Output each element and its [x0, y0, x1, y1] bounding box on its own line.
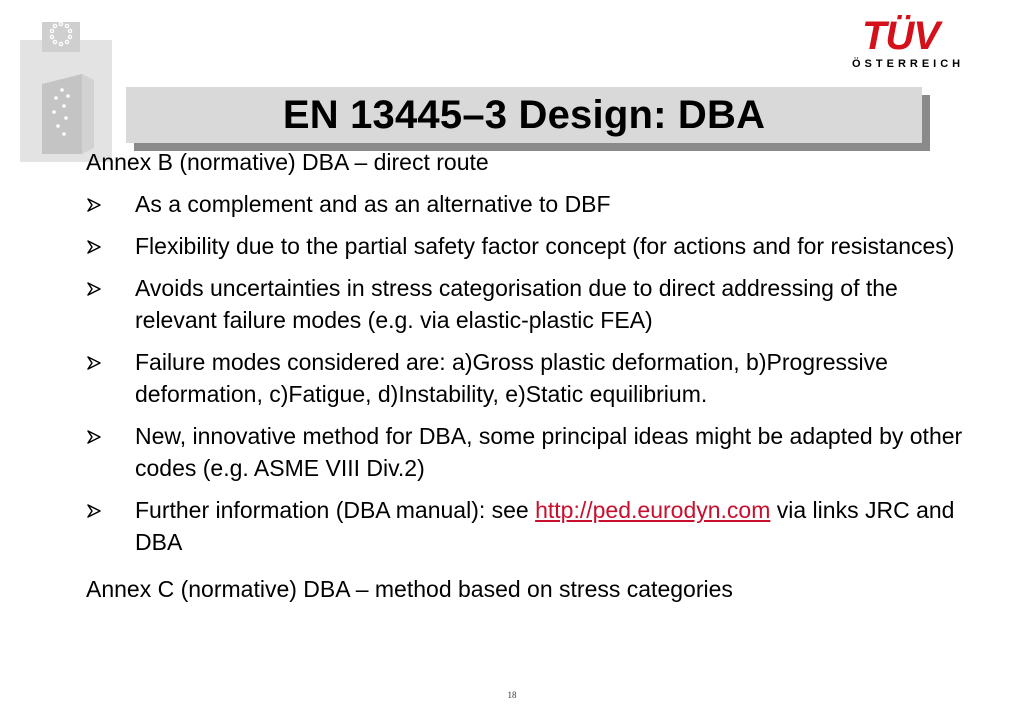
bullet-text: As a complement and as an alternative to DBF: [135, 191, 611, 217]
bullet-text: Avoids uncertainties in stress categorisation due to direct addressing of the relevant failure modes (e.g. via elastic-plastic FEA): [135, 275, 898, 333]
bullet-item: [86, 230, 966, 262]
bullet-list: [86, 188, 966, 558]
title-banner: [126, 87, 922, 143]
intro-line: Annex B (normative) DBA – direct route: [86, 149, 489, 175]
tuv-subtitle: ÖSTERREICH: [852, 58, 965, 70]
bullet-text-after-link: via links JRC and DBA: [135, 497, 955, 555]
slide-body: [86, 146, 966, 605]
slide-title: EN 13445–3 Design: DBA: [282, 92, 766, 137]
tuv-brand: TÜV: [862, 14, 939, 58]
bullet-item: [86, 346, 966, 410]
tuv-logo: [846, 12, 966, 74]
page-number: 18: [507, 690, 517, 700]
bullet-text: New, innovative method for DBA, some principal ideas might be adapted by other codes (e.g. ASME VIII Div.2): [135, 423, 963, 481]
bullet-item: [86, 494, 966, 558]
arrow-bullet-icon: [86, 281, 102, 297]
arrow-bullet-icon: [86, 503, 102, 519]
eurodyn-link[interactable]: http://ped.eurodyn.com: [535, 497, 771, 523]
arrow-bullet-icon: [86, 355, 102, 371]
bullet-text: Failure modes considered are: a)Gross plastic deformation, b)Progressive deformation, c)Fatigue, d)Instability, e)Static equilibrium.: [135, 349, 888, 407]
bullet-item: [86, 420, 966, 484]
arrow-bullet-icon: [86, 429, 102, 445]
arrow-bullet-icon: [86, 239, 102, 255]
outro-line: Annex C (normative) DBA – method based on stress categories: [86, 576, 733, 602]
bullet-item: [86, 272, 966, 336]
eu-emblem-icon: [20, 14, 112, 162]
arrow-bullet-icon: [86, 197, 102, 213]
bullet-item: [86, 188, 966, 220]
bullet-text: Flexibility due to the partial safety factor concept (for actions and for resistances): [135, 233, 955, 259]
bullet-text-before-link: Further information (DBA manual): see: [135, 497, 536, 523]
